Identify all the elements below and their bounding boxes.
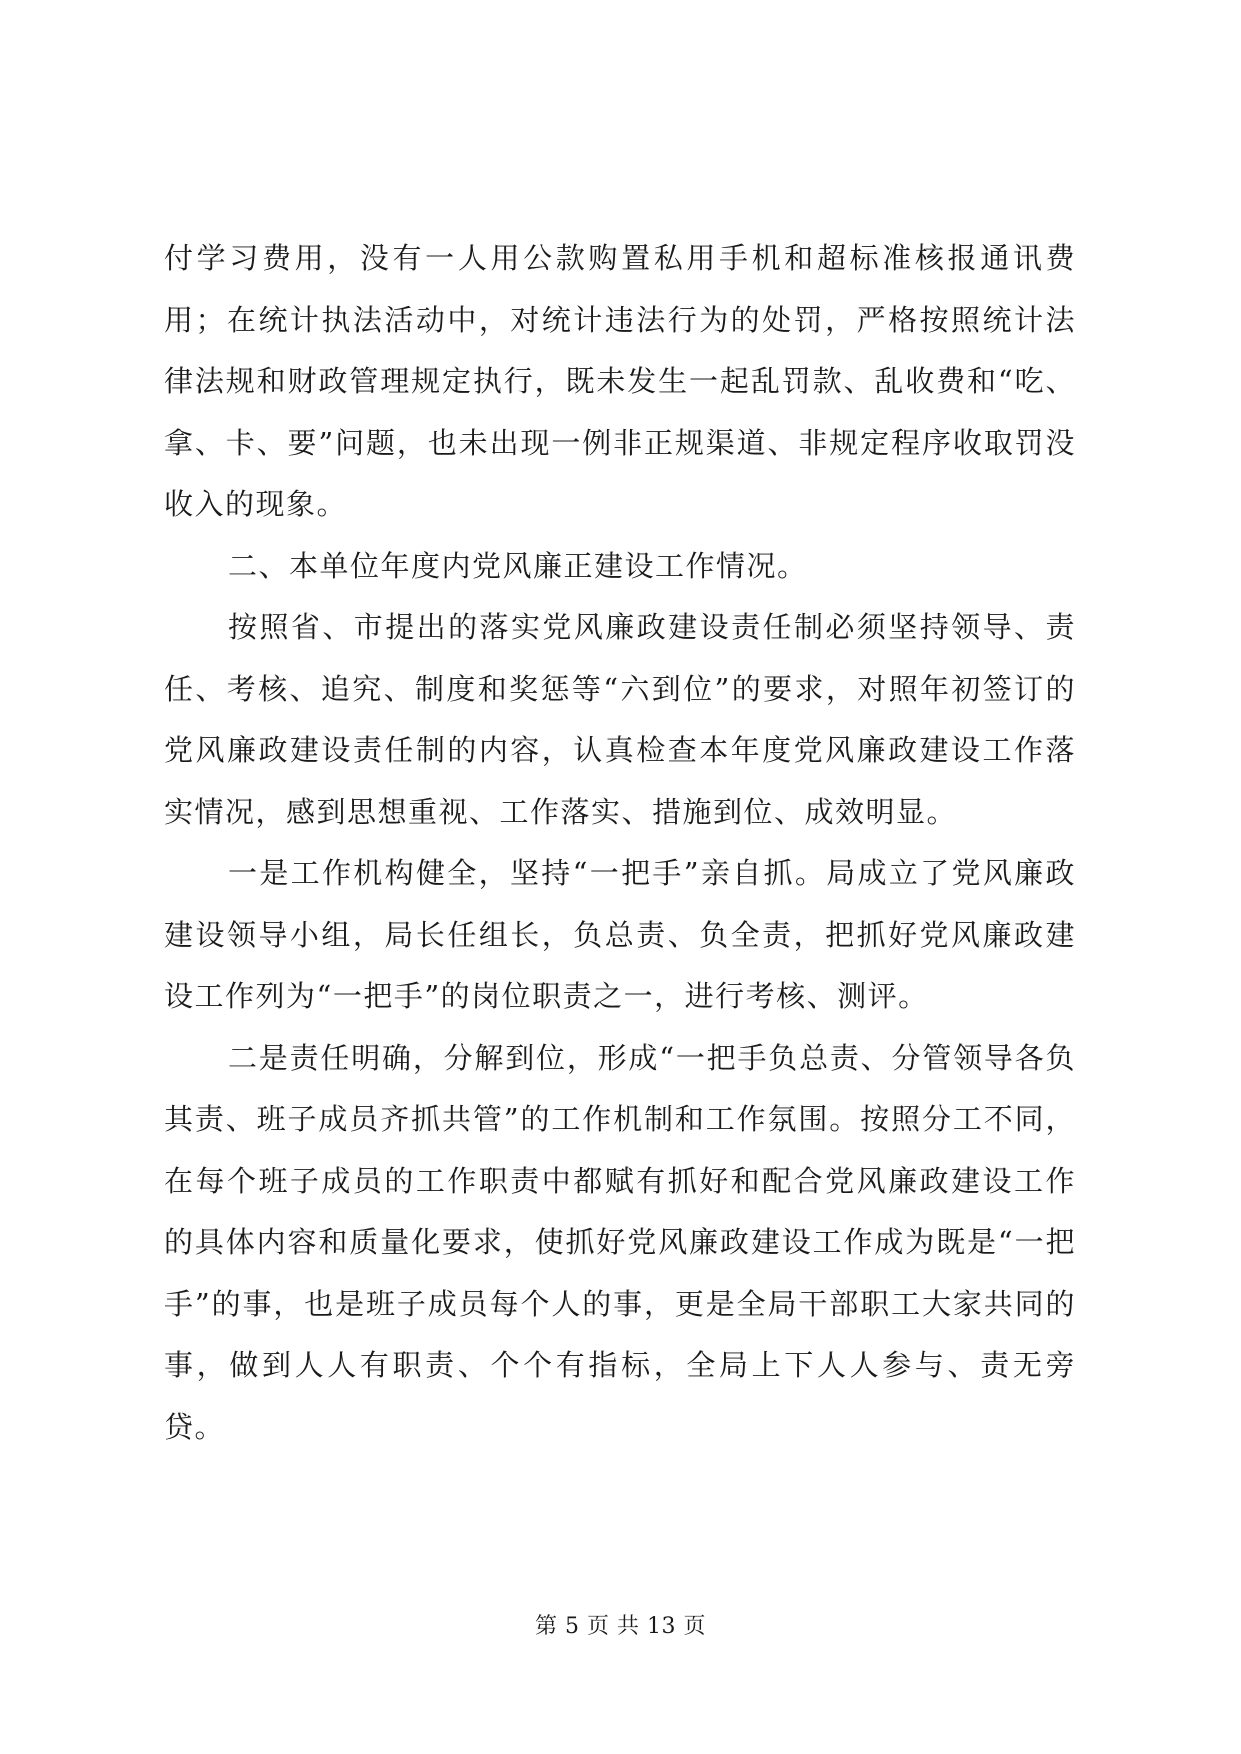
page-number-footer: 第 5 页 共 13 页	[535, 1614, 706, 1639]
paragraph-continuation: 付学习费用，没有一人用公款购置私用手机和超标准核报通讯费用；在统计执法活动中，对统计违法行为的处罚，严格按照统计法律法规和财政管理规定执行，既未发生一起乱罚款、乱收费和“吃、拿、卡、要”问题，也未出现一例非正规渠道、非规定程序收取罚没收入的现象。	[164, 241, 1076, 521]
paragraph-point-one: 一是工作机构健全，坚持“一把手”亲自抓。局成立了党风廉政建设领导小组，局长任组长，负总责、负全责，把抓好党风廉政建设工作列为“一把手”的岗位职责之一，进行考核、测评。	[164, 856, 1076, 1013]
document-body	[164, 228, 1076, 1458]
paragraph-overview: 按照省、市提出的落实党风廉政建设责任制必须坚持领导、责任、考核、追究、制度和奖惩等“六到位”的要求，对照年初签订的党风廉政建设责任制的内容，认真检查本年度党风廉政建设工作落实情况，感到思想重视、工作落实、措施到位、成效明显。	[164, 610, 1076, 829]
section-heading: 二、本单位年度内党风廉正建设工作情况。	[228, 548, 808, 583]
paragraph-point-two: 二是责任明确，分解到位，形成“一把手负总责、分管领导各负其责、班子成员齐抓共管”的工作机制和工作氛围。按照分工不同，在每个班子成员的工作职责中都赋有抓好和配合党风廉政建设工作的具体内容和质量化要求，使抓好党风廉政建设工作成为既是“一把手”的事，也是班子成员每个人的事，更是全局干部职工大家共同的事，做到人人有职责、个个有指标，全局上下人人参与、责无旁贷。	[164, 1040, 1076, 1444]
